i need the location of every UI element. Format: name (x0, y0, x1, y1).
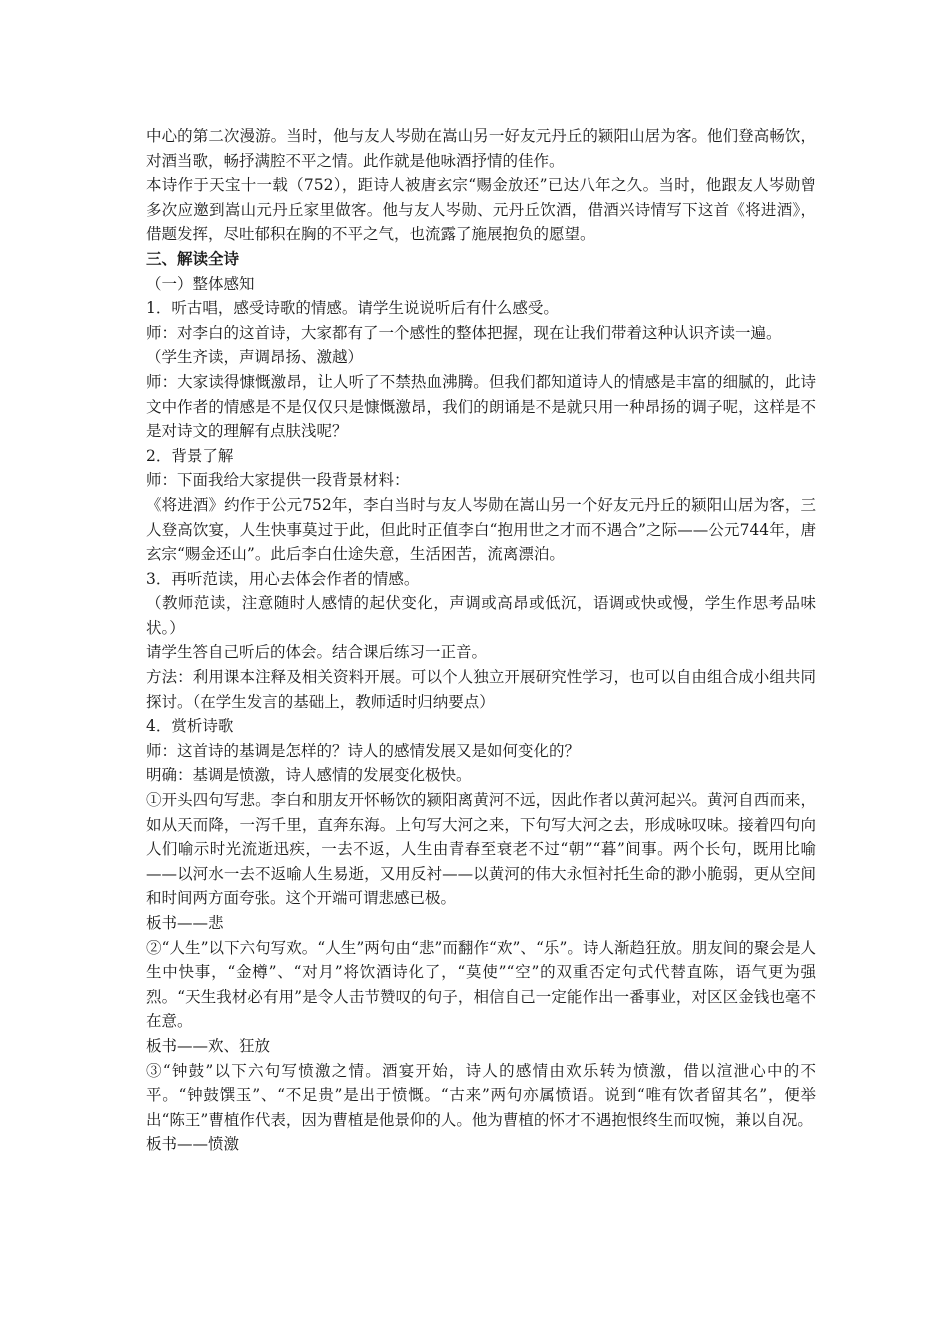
paragraph: ②“人生”以下六句写欢。“人生”两句由“悲”而翻作“欢”、“乐”。诗人渐趋狂放。朋友间的聚会是人生中快事，“金樽”、“对月”将饮酒诗化了，“莫使”“空”的双重否定句式代替直陈，语气更为强烈。“天生我材必有用”是令人击节赞叹的句子，相信自己一定能作出一番事业，对区区金钱也毫不在意。 (146, 938, 816, 1031)
paragraph: 方法：利用课本注释及相关资料开展。可以个人独立开展研究性学习，也可以自由组合成小组共同探讨。（在学生发言的基础上，教师适时归纳要点） (146, 668, 816, 711)
paragraph: （学生齐读，声调昂扬、激越） (146, 348, 364, 367)
paragraph: 《将进酒》约作于公元752年，李白当时与友人岑勋在嵩山另一个好友元丹丘的颍阳山居为客，三人登高饮宴，人生快事莫过于此，但此时正值李白“抱用世之才而不遇合”之际——公元744年，唐玄宗“赐金还山”。此后李白仕途失意，生活困苦，流离漂泊。 (146, 495, 816, 564)
paragraph: 请学生答自己听后的体会。结合课后练习一正音。 (146, 643, 488, 662)
paragraph: （教师范读，注意随时人感情的起伏变化，声调或高昂或低沉，语调或快或慢，学生作思考品味状。） (146, 594, 816, 637)
paragraph: ①开头四句写悲。李白和朋友开怀畅饮的颍阳离黄河不远，因此作者以黄河起兴。黄河自西而来，如从天而降，一泻千里，直奔东海。上句写大河之来，下句写大河之去，形成咏叹味。接着四句向人们喻示时光流逝迅疾，一去不返，人生由青春至衰老不过“朝”“暮”间事。两个长句，既用比喻——以河水一去不返喻人生易逝，又用反衬——以黄河的伟大永恒衬托生命的渺小脆弱，更从空间和时间两方面夸张。这个开端可谓悲感已极。 (146, 791, 816, 908)
document-body (146, 124, 816, 1157)
paragraph: 明确：基调是愤激，诗人感情的发展变化极快。 (146, 766, 472, 785)
paragraph: 本诗作于天宝十一载（752），距诗人被唐玄宗“赐金放还”已达八年之久。当时，他跟友人岑勋曾多次应邀到嵩山元丹丘家里做客。他与友人岑勋、元丹丘饮酒，借酒兴诗情写下这首《将进酒》，借题发挥，尽吐郁积在胸的不平之气，也流露了施展抱负的愿望。 (146, 176, 816, 244)
paragraph: 师：这首诗的基调是怎样的？诗人的感情发展又是如何变化的？ (146, 741, 581, 760)
paragraph: 3．再听范读，用心去体会作者的情感。 (146, 569, 420, 588)
paragraph: 师：下面我给大家提供一段背景材料： (146, 471, 410, 490)
paragraph: 板书——欢、狂放 (146, 1036, 271, 1055)
paragraph: 师：对李白的这首诗，大家都有了一个感性的整体把握，现在让我们带着这种认识齐读一遍。 (146, 323, 782, 342)
paragraph: 2．背景了解 (146, 446, 234, 465)
section-heading: 三、解读全诗 (146, 248, 240, 268)
paragraph: 板书——愤激 (146, 1135, 240, 1154)
paragraph: 中心的第二次漫游。当时，他与友人岑勋在嵩山另一好友元丹丘的颍阳山居为客。他们登高畅饮，对酒当歌，畅抒满腔不平之情。此作就是他咏酒抒情的佳作。 (146, 127, 816, 170)
paragraph: 师：大家读得慷慨激昂，让人听了不禁热血沸腾。但我们都知道诗人的情感是丰富的细腻的，此诗文中作者的情感是不是仅仅只是慷慨激昂，我们的朗诵是不是就只用一种昂扬的调子呢，这样是不是对诗文的理解有点肤浅呢？ (146, 372, 816, 441)
paragraph: 板书——悲 (146, 914, 224, 932)
paragraph: 4．赏析诗歌 (146, 717, 234, 736)
paragraph: ③“钟鼓”以下六句写愤激之情。酒宴开始，诗人的感情由欢乐转为愤激，借以渲泄心中的不平。“钟鼓馔玉”、“不足贵”是出于愤慨。“古来”两句亦属愤语。说到“唯有饮者留其名”，便举出“陈王”曹植作代表，因为曹植是他景仰的人。他为曹植的怀才不遇抱恨终生而叹惋，兼以自况。 (146, 1061, 816, 1129)
paragraph: （一）整体感知 (146, 274, 255, 293)
paragraph: 1．听古唱，感受诗歌的情感。请学生说说听后有什么感受。 (146, 299, 559, 318)
